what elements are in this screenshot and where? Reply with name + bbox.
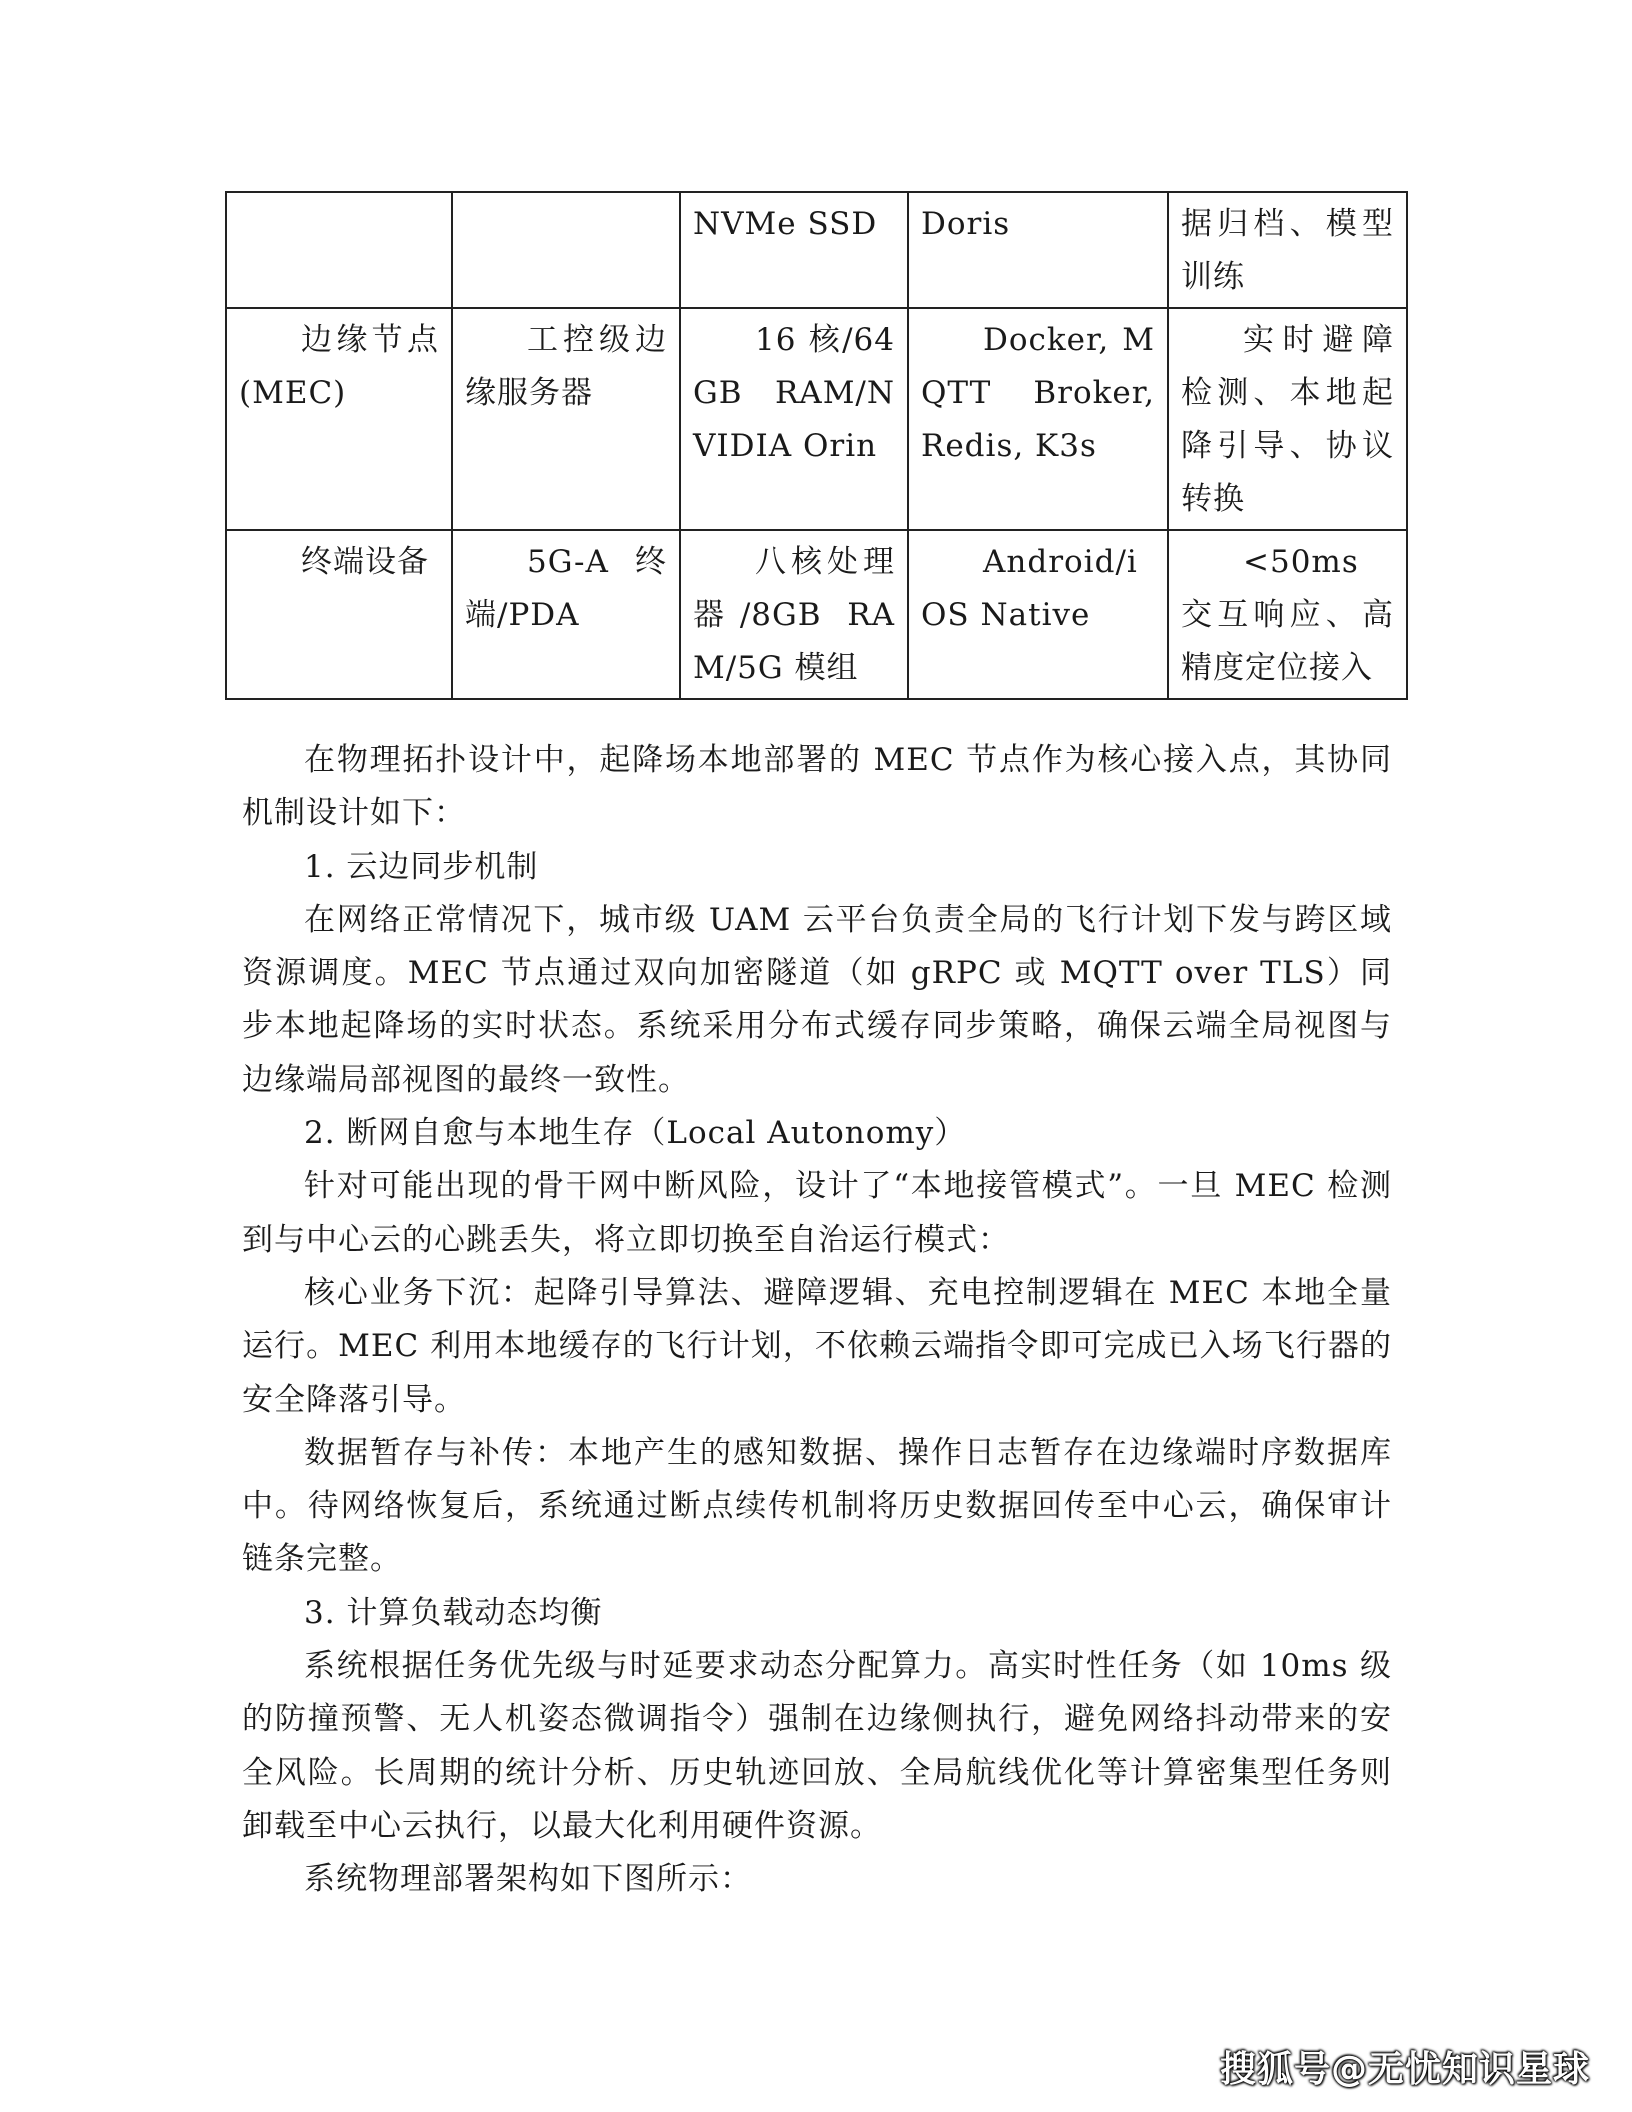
- table-cell: NVMe SSD: [680, 192, 908, 308]
- table-row: [226, 192, 1407, 308]
- table-cell: 工控级边缘服务器: [452, 308, 680, 530]
- table-cell: 八核处理器/8GB RAM/5G 模组: [680, 530, 908, 699]
- table-cell: 据归档、模型训练: [1168, 192, 1407, 308]
- paragraph: 核心业务下沉：起降引导算法、避障逻辑、充电控制逻辑在 MEC 本地全量运行。MEC 利用本地缓存的飞行计划，不依赖云端指令即可完成已入场飞行器的安全降落引导。: [242, 1274, 1392, 1418]
- section-heading: 1. 云边同步机制: [304, 848, 539, 885]
- table-cell: [226, 192, 452, 308]
- table-cell: 边缘节点(MEC): [226, 308, 452, 530]
- section-heading: 3. 计算负载动态均衡: [304, 1594, 603, 1631]
- table-cell: Android/iOS Native: [908, 530, 1168, 699]
- table-row: [226, 308, 1407, 530]
- paragraph: 系统根据任务优先级与时延要求动态分配算力。高实时性任务（如 10ms 级的防撞预警、无人机姿态微调指令）强制在边缘侧执行，避免网络抖动带来的安全风险。长周期的统计分析、历史轨迹回放、全局航线优化等计算密集型任务则卸载至中心云执行，以最大化利用硬件资源。: [242, 1648, 1392, 1844]
- watermark: 搜狐号@无忧知识星球: [1219, 2049, 1590, 2090]
- table-cell: 5G-A 终端/PDA: [452, 530, 680, 699]
- table-cell: 16 核/64GB RAM/NVIDIA Orin: [680, 308, 908, 530]
- table-cell: 终端设备: [226, 530, 452, 699]
- table-row: [226, 530, 1407, 699]
- paragraph: 在物理拓扑设计中，起降场本地部署的 MEC 节点作为核心接入点，其协同机制设计如下：: [242, 742, 1392, 832]
- body-text: [242, 734, 1392, 1907]
- table-cell: Docker, MQTT Broker, Redis, K3s: [908, 308, 1168, 530]
- spec-table-container: [225, 191, 1406, 700]
- paragraph: 数据暂存与补传：本地产生的感知数据、操作日志暂存在边缘端时序数据库中。待网络恢复后，系统通过断点续传机制将历史数据回传至中心云，确保审计链条完整。: [242, 1434, 1392, 1578]
- paragraph: 在网络正常情况下，城市级 UAM 云平台负责全局的飞行计划下发与跨区域资源调度。MEC 节点通过双向加密隧道（如 gRPC 或 MQTT over TLS）同步本地起降场的实时状态。系统采用分布式缓存同步策略，确保云端全局视图与边缘端局部视图的最终一致性。: [242, 901, 1392, 1098]
- section-heading: 2. 断网自愈与本地生存（Local Autonomy）: [304, 1115, 967, 1152]
- table-cell: 实时避障检测、本地起降引导、协议转换: [1168, 308, 1407, 530]
- table-cell: <50ms 交互响应、高精度定位接入: [1168, 530, 1407, 699]
- table-cell: [452, 192, 680, 308]
- paragraph: 针对可能出现的骨干网中断风险，设计了“本地接管模式”。一旦 MEC 检测到与中心云的心跳丢失，将立即切换至自治运行模式：: [242, 1168, 1392, 1258]
- table-cell: Doris: [908, 192, 1168, 308]
- spec-table: [225, 191, 1408, 700]
- paragraph: 系统物理部署架构如下图所示：: [304, 1861, 752, 1898]
